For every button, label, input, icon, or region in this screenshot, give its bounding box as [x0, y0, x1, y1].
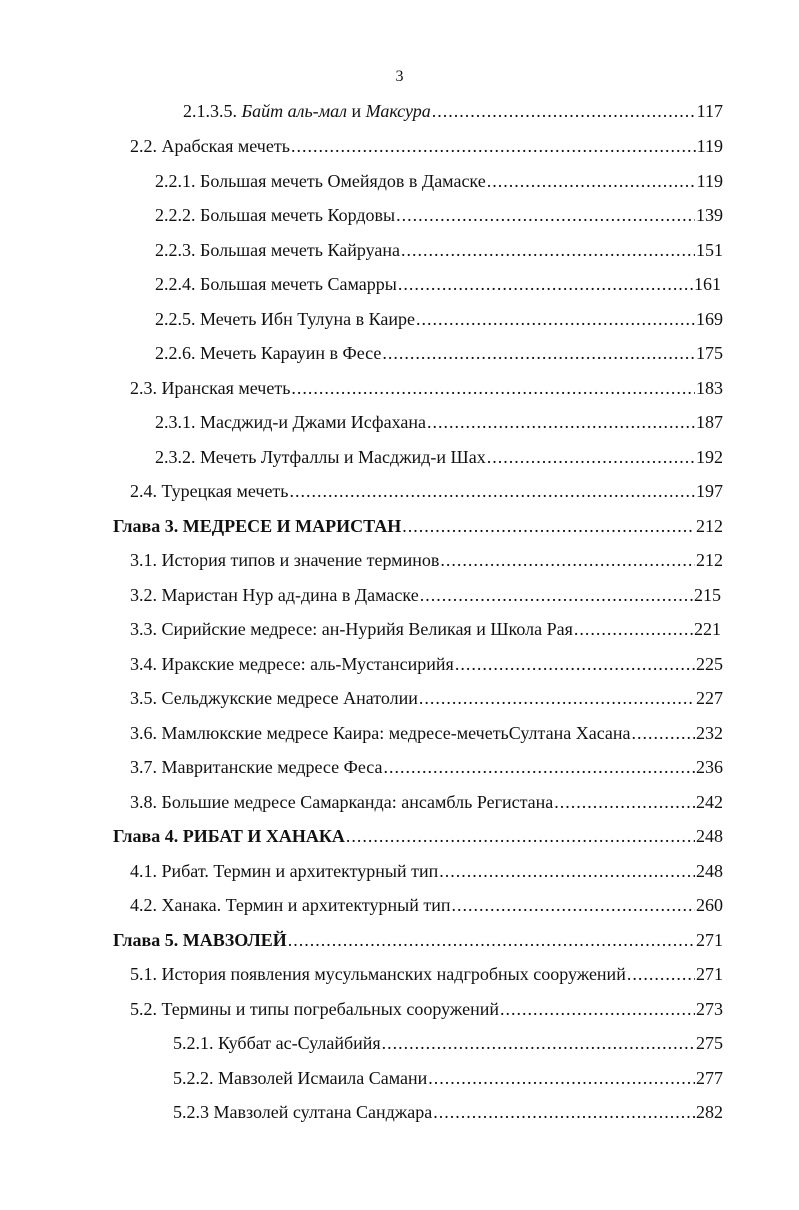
toc-entry-label: 2.2.4. Большая мечеть Самарры — [155, 274, 397, 294]
toc-entry-label: 2.2. Арабская мечеть — [130, 136, 290, 156]
toc-page-number: 221 — [694, 619, 721, 639]
toc-page-number: 271 — [696, 930, 723, 950]
toc-entry-label: 3.3. Сирийские медресе: ан-Нурийя Великая и Школа Рая — [130, 619, 573, 639]
toc-leader-dots — [455, 647, 695, 681]
toc-page-number: 119 — [696, 136, 723, 156]
toc-entry-3-3[interactable] — [130, 612, 721, 646]
toc-entry-label: 3.5. Сельджукские медресе Анатолии — [130, 688, 418, 708]
toc-entry-label: 3.1. История типов и значение терминов — [130, 550, 440, 570]
toc-entry-2-2-4[interactable] — [155, 267, 721, 301]
toc-entry-5-2[interactable] — [130, 992, 723, 1026]
toc-chapter-label: Глава 3. МЕДРЕСЕ И МАРИСТАН — [113, 516, 402, 536]
toc-page-number: 187 — [696, 412, 723, 432]
toc-leader-dots — [500, 992, 695, 1026]
toc-leader-dots — [402, 509, 695, 543]
toc-entry-2-3[interactable] — [130, 371, 723, 405]
toc-leader-dots — [288, 923, 695, 957]
toc-entry-label: 2.4. Турецкая мечеть — [130, 481, 289, 501]
toc-leader-dots — [440, 543, 695, 577]
toc-leader-dots — [383, 750, 695, 784]
toc-leader-dots — [574, 612, 693, 646]
toc-entry-3-1[interactable] — [130, 543, 723, 577]
toc-entry-label: 5.2.2. Мавзолей Исмаила Самани — [173, 1068, 428, 1088]
toc-entry-2-4[interactable] — [130, 474, 723, 508]
toc-entry-label: 3.2. Маристан Нур ад-дина в Дамаске — [130, 585, 419, 605]
toc-entry-5-2-3[interactable] — [173, 1095, 723, 1129]
toc-entry-3-2[interactable] — [130, 578, 721, 612]
toc-page-number: 225 — [696, 654, 723, 674]
toc-entry-label: 2.1.3.5. Байт аль-мал и Максура — [183, 101, 431, 121]
toc-page-number: 232 — [696, 723, 723, 743]
toc-page-number: 212 — [696, 516, 723, 536]
toc-page-number: 248 — [696, 861, 723, 881]
toc-entry-label: 2.2.6. Мечеть Карауин в Фесе — [155, 343, 382, 363]
toc-page-number: 236 — [696, 757, 723, 777]
toc-page-number: 227 — [696, 688, 723, 708]
toc-page-number: 215 — [694, 585, 721, 605]
toc-chapter-label: Глава 5. МАВЗОЛЕЙ — [113, 930, 287, 950]
toc-leader-dots — [396, 198, 695, 232]
toc-leader-dots — [452, 888, 696, 922]
toc-entry-4-2[interactable] — [130, 888, 723, 922]
toc-page-number: 212 — [696, 550, 723, 570]
toc-entry-3-5[interactable] — [130, 681, 723, 715]
toc-leader-dots — [554, 785, 695, 819]
toc-entry-label: 5.2. Термины и типы погребальных сооружений — [130, 999, 499, 1019]
toc-entry-label: 4.1. Рибат. Термин и архитектурный тип — [130, 861, 439, 881]
toc-page-number: 273 — [696, 999, 723, 1019]
toc-page-number: 197 — [696, 481, 723, 501]
toc-entry-2-2-2[interactable] — [155, 198, 723, 232]
toc-entry-2-2-5[interactable] — [155, 302, 723, 336]
toc-page-number: 117 — [696, 101, 723, 121]
toc-leader-dots — [433, 1095, 695, 1129]
toc-entry-3-7[interactable] — [130, 750, 723, 784]
toc-page-number: 161 — [694, 274, 721, 294]
toc-entry-label: 5.1. История появления мусульманских надгробных сооружений — [130, 964, 626, 984]
toc-page-number: 183 — [696, 378, 723, 398]
toc-page-number: 151 — [696, 240, 723, 260]
toc-leader-dots — [382, 336, 695, 370]
toc-leader-dots — [428, 1061, 695, 1095]
toc-entry-label: 2.2.5. Мечеть Ибн Тулуна в Каире — [155, 309, 416, 329]
toc-entry-2-1-3-5[interactable] — [183, 94, 723, 128]
toc-entry-label: 2.2.1. Большая мечеть Омейядов в Дамаске — [155, 171, 486, 191]
toc-leader-dots — [487, 440, 695, 474]
toc-leader-dots — [427, 405, 695, 439]
toc-leader-dots — [416, 302, 695, 336]
toc-leader-dots — [439, 854, 695, 888]
toc-entry-label: 2.3.1. Масджид-и Джами Исфахана — [155, 412, 426, 432]
toc-leader-dots — [346, 819, 695, 853]
toc-chapter-label: Глава 4. РИБАТ И ХАНАКА — [113, 826, 345, 846]
toc-page-number: 119 — [696, 171, 723, 191]
toc-leader-dots — [420, 578, 693, 612]
toc-entry-2-2-6[interactable] — [155, 336, 723, 370]
toc-page-number: 260 — [696, 895, 723, 915]
toc-entry-label: 4.2. Ханака. Термин и архитектурный тип — [130, 895, 451, 915]
toc-leader-dots — [401, 233, 695, 267]
toc-page-number: 277 — [696, 1068, 723, 1088]
toc-entry-2-2-3[interactable] — [155, 233, 723, 267]
toc-page-number: 282 — [696, 1102, 723, 1122]
toc-entry-2-3-1[interactable] — [155, 405, 723, 439]
toc-entry-label: 2.3.2. Мечеть Лутфаллы и Масджид-и Шах — [155, 447, 486, 467]
toc-page-number: 275 — [696, 1033, 723, 1053]
toc-leader-dots — [291, 371, 695, 405]
toc-chapter-4[interactable] — [113, 819, 723, 853]
toc-leader-dots — [290, 474, 695, 508]
toc-page-number: 192 — [696, 447, 723, 467]
toc-entry-5-1[interactable] — [130, 957, 723, 991]
toc-entry-5-2-2[interactable] — [173, 1061, 723, 1095]
toc-leader-dots — [632, 716, 695, 750]
toc-entry-label: 3.4. Иракские медресе: аль-Мустансирийя — [130, 654, 454, 674]
toc-entry-5-2-1[interactable] — [173, 1026, 723, 1060]
toc-entry-3-6[interactable] — [130, 716, 723, 750]
toc-entry-label: 3.7. Мавританские медресе Феса — [130, 757, 383, 777]
toc-entry-label: 3.6. Мамлюкские медресе Каира: медресе-мечетьСултана Хасана — [130, 723, 631, 743]
toc-leader-dots — [398, 267, 693, 301]
toc-leader-dots — [382, 1026, 695, 1060]
toc-leader-dots — [419, 681, 695, 715]
toc-entry-3-4[interactable] — [130, 647, 723, 681]
toc-entry-label: 5.2.3 Мавзолей султана Санджара — [173, 1102, 433, 1122]
toc-entry-4-1[interactable] — [130, 854, 723, 888]
toc-entry-3-8[interactable] — [130, 785, 723, 819]
toc-entry-2-2-1[interactable] — [155, 164, 723, 198]
toc-leader-dots — [627, 957, 695, 991]
toc-page-number: 248 — [696, 826, 723, 846]
toc-page-number: 139 — [696, 205, 723, 225]
toc-entry-label: 2.3. Иранская мечеть — [130, 378, 291, 398]
toc-entry-label: 2.2.2. Большая мечеть Кордовы — [155, 205, 396, 225]
toc-entry-2-3-2[interactable] — [155, 440, 723, 474]
toc-entry-label: 2.2.3. Большая мечеть Кайруана — [155, 240, 400, 260]
toc-chapter-5[interactable] — [113, 923, 723, 957]
toc-entry-label: 5.2.1. Куббат ас-Сулайбийя — [173, 1033, 381, 1053]
toc-page-number: 169 — [696, 309, 723, 329]
toc-chapter-3[interactable] — [113, 509, 723, 543]
toc-leader-dots — [291, 129, 696, 163]
toc-leader-dots — [487, 164, 696, 198]
toc-page-number: 175 — [696, 343, 723, 363]
toc-entry-label: 3.8. Большие медресе Самарканда: ансамбль Регистана — [130, 792, 554, 812]
toc-entry-2-2[interactable] — [130, 129, 723, 163]
toc-leader-dots — [432, 94, 696, 128]
page-number: 3 — [395, 68, 404, 85]
toc-page-number: 271 — [696, 964, 723, 984]
toc-page-number: 242 — [696, 792, 723, 812]
